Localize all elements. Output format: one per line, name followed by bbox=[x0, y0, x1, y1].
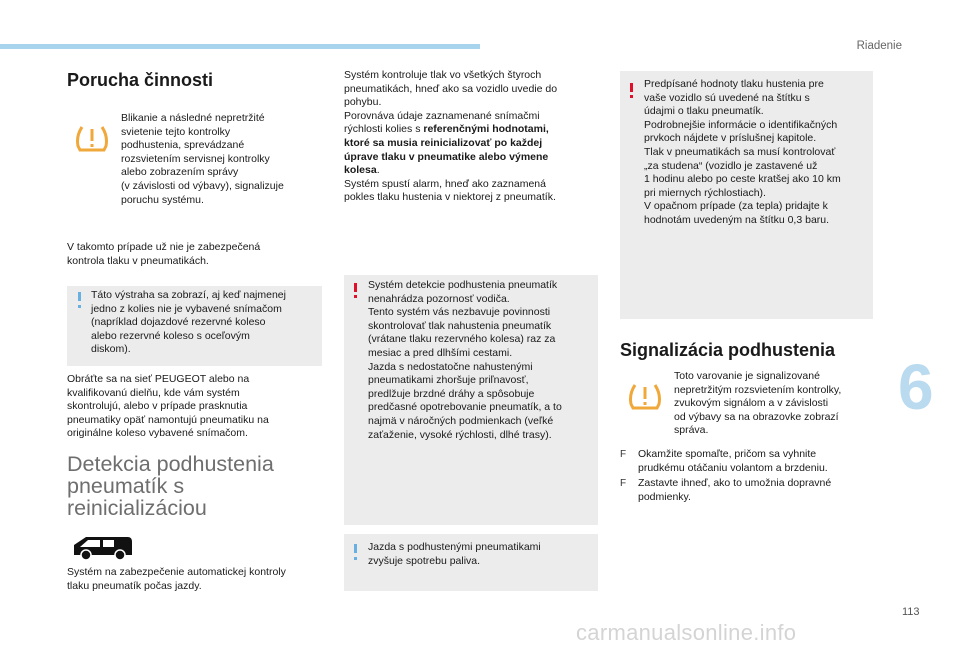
bullet-arrow-icon: F bbox=[620, 449, 627, 460]
system-description-part-2: . Systém spustí alarm, hneď ako zaznamená pokles tlaku hustenia v niektorej z pneumatík. bbox=[344, 164, 556, 204]
info-box-col2-text: Jazda s podhustenými pneumatikami zvyšuje spotrebu paliva. bbox=[368, 541, 541, 567]
bullet-arrow-icon: F bbox=[620, 478, 627, 489]
warning-marker-dot bbox=[354, 295, 357, 298]
action-list bbox=[620, 448, 880, 506]
page-number: 113 bbox=[902, 606, 920, 618]
list-item bbox=[620, 477, 880, 506]
system-description-part-1: Systém kontroluje tlak vo všetkých štyroch pneumatikách, hneď ako sa vozidlo uvedie do pohybu. Porovnáva údaje zaznamenané snímačmi rýchlosti kolies s bbox=[344, 69, 558, 136]
warning-box-col2-text: Systém detekcie podhustenia pneumatík nenahrádza pozornosť vodiča. Tento systém vás nezbavuje povinnosti skontrolovať tlak nahustenia pneumatík (vrátane tlaku rezervného kolesa) raz za mesiac a pred dlhšími cestami. Jazda s nedostatočne nahustenými pneumatikami zhoršuje priľnavosť, predlžuje brzdné dráhy a spôsobuje predčasné opotrebovanie pneumatík, a to najmä v náročných podmienkach (veľké zaťaženie, vysoké rýchlosti, dlhé trasy). bbox=[368, 279, 562, 441]
warning-marker-bar bbox=[354, 283, 357, 292]
warning-box-col3 bbox=[620, 71, 873, 319]
system-description-bold: referenčnými hodnotami, ktoré sa musia reinicializovať po každej úprave tlaku v pneumatike alebo výmene kolesa bbox=[344, 123, 549, 177]
warning-marker-bar bbox=[630, 83, 633, 92]
chapter-number: 6 bbox=[898, 351, 934, 423]
section-title-malfunction: Porucha činnosti bbox=[67, 70, 214, 90]
header-accent-bar bbox=[0, 44, 480, 49]
list-item bbox=[620, 448, 880, 477]
bullet-text-2: Zastavte ihneď, ako to umožnia dopravné podmienky. bbox=[638, 477, 832, 503]
watermark: carmanualsonline.info bbox=[576, 620, 797, 645]
info-marker-bar bbox=[354, 544, 357, 553]
info-box-col1-text: Táto výstraha sa zobrazí, aj keď najmenej jedno z kolies nie je vybavené snímačom (napríklad dojazdové rezervné koleso alebo rezervné koleso s oceľovým diskom). bbox=[91, 289, 286, 356]
section-title-signaling: Signalizácia podhustenia bbox=[620, 340, 836, 360]
signaling-icon-text: Toto varovanie je signalizované nepretržitým rozsvietením kontrolky, zvukovým signálom a v závislosti od výbavy sa na obrazovke zobrazí správa. bbox=[674, 370, 842, 437]
warning-box-col2 bbox=[344, 275, 598, 525]
malfunction-paragraph-1: V takomto prípade už nie je zabezpečená kontrola tlaku v pneumatikách. bbox=[67, 241, 261, 267]
info-marker-bar bbox=[78, 292, 81, 301]
info-marker-dot bbox=[354, 557, 357, 560]
warning-marker-dot bbox=[630, 95, 633, 98]
info-box-col1 bbox=[67, 286, 322, 366]
van-icon bbox=[72, 533, 134, 563]
malfunction-paragraph-2: Obráťte sa na sieť PEUGEOT alebo na kvalifikovanú dielňu, kde vám systém skontrolujú, alebo v prípade prasknutia pneumatiky opäť namontujú pneumatiku na originálne koleso vybavené snímačom. bbox=[67, 373, 269, 440]
system-description bbox=[344, 69, 604, 205]
section-title-detection: Detekcia podhustenia pneumatík s reinicializáciou bbox=[67, 452, 274, 520]
bullet-text-1: Okamžite spomaľte, pričom sa vyhnite prudkému otáčaniu volantom a brzdeniu. bbox=[638, 448, 828, 474]
tire-pressure-warning-icon bbox=[74, 124, 110, 154]
tire-pressure-warning-icon bbox=[627, 382, 663, 412]
section-header: Riadenie bbox=[856, 40, 902, 52]
detection-paragraph: Systém na zabezpečenie automatickej kontroly tlaku pneumatík počas jazdy. bbox=[67, 566, 286, 592]
malfunction-icon-text: Blikanie a následné nepretržité svietenie tejto kontrolky podhustenia, sprevádzané rozsvietením servisnej kontrolky alebo zobrazením správy (v závislosti od výbavy), signalizuje poruchu systému. bbox=[121, 112, 284, 206]
info-box-col2 bbox=[344, 534, 598, 591]
warning-box-col3-text: Predpísané hodnoty tlaku hustenia pre vaše vozidlo sú uvedené na štítku s údajmi o tlaku pneumatík. Podrobnejšie informácie o identifikačných prvkoch nájdete v príslušnej kapitole. Tlak v pneumatikách sa musí kontrolovať „za studena“ (vozidlo je zastavené už 1 hodinu alebo po ceste kratšej ako 10 km pri miernych rýchlostiach). V opačnom prípade (za tepla) pridajte k hodnotám uvedeným na štítku 0,3 baru. bbox=[644, 78, 841, 226]
info-marker-dot bbox=[78, 305, 81, 308]
